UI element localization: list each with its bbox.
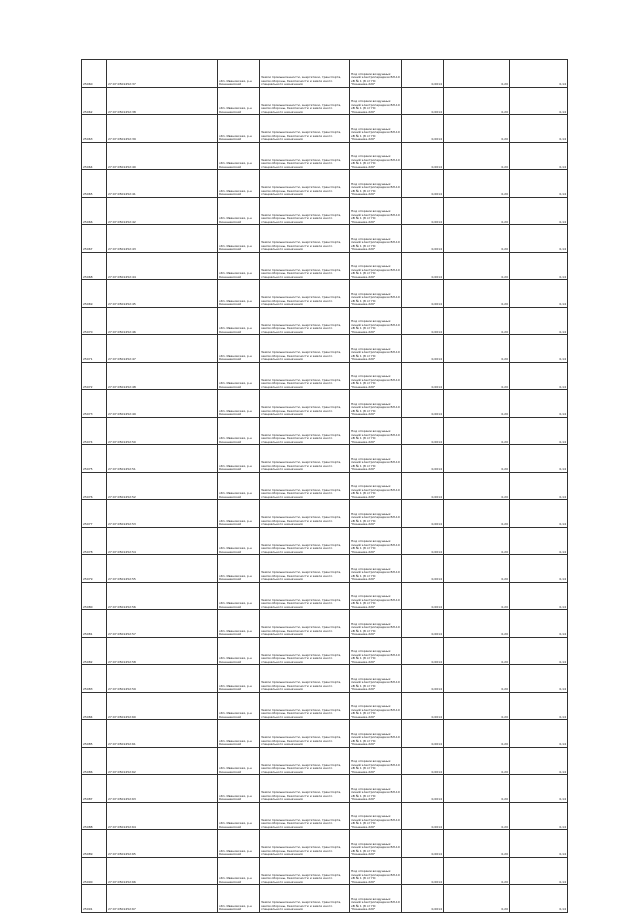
table-row	[82, 142, 568, 170]
table-row	[82, 775, 568, 803]
encumbrance-cell: Под опорами воздушных линий электропередачи ВЛ-10 кВ № 1 (8 от ПС "Кинешма-220"	[350, 115, 402, 143]
area-cell: 0,0014	[402, 142, 444, 170]
rate-cell: 0,20	[444, 417, 510, 445]
cadastral-number-cell: 27:07:0501452:56	[107, 582, 218, 610]
amount-cell: 0,14	[510, 555, 568, 583]
rate-cell: 0,20	[444, 170, 510, 198]
encumbrance-cell: Под опорами воздушных линий электропередачи ВЛ-10 кВ № 1 (8 от ПС "Кинешма-220"	[350, 417, 402, 445]
encumbrance-cell: Под опорами воздушных линий электропередачи ВЛ-10 кВ № 1 (8 от ПС "Кинешма-220"	[350, 665, 402, 693]
row-number-cell: 25081	[82, 610, 107, 638]
row-number-cell: 25082	[82, 637, 107, 665]
cadastral-number-cell: 27:07:0501452:46	[107, 307, 218, 335]
row-number-cell: 25069	[82, 280, 107, 308]
encumbrance-cell: Под опорами воздушных линий электропередачи ВЛ-10 кВ № 1 (8 от ПС "Кинешма-220"	[350, 280, 402, 308]
cadastral-number-cell: 27:07:0501452:51	[107, 445, 218, 473]
rate-cell: 0,20	[444, 775, 510, 803]
table-row	[82, 252, 568, 280]
land-category-cell: Земли промышленности, энергетики, транспорта, земли обороны, безопасности и земли иного специального назначения	[260, 307, 350, 335]
land-category-cell: Земли промышленности, энергетики, транспорта, земли обороны, безопасности и земли иного специального назначения	[260, 87, 350, 115]
amount-cell: 0,14	[510, 775, 568, 803]
encumbrance-cell: Под опорами воздушных линий электропередачи ВЛ-10 кВ № 1 (8 от ПС "Кинешма-220"	[350, 307, 402, 335]
cadastral-number-cell: 27:07:0501452:53	[107, 500, 218, 528]
table-row	[82, 197, 568, 225]
row-number-cell: 25087	[82, 775, 107, 803]
rate-cell: 0,20	[444, 857, 510, 885]
table-row	[82, 280, 568, 308]
table-row	[82, 445, 568, 473]
rate-cell: 0,20	[444, 307, 510, 335]
amount-cell: 0,14	[510, 885, 568, 913]
row-number-cell: 25060	[82, 60, 107, 88]
address-cell: обл. Ивановская, р-н Кинешемский	[218, 472, 260, 500]
area-cell: 0,0014	[402, 857, 444, 885]
row-number-cell: 25062	[82, 87, 107, 115]
rate-cell: 0,20	[444, 280, 510, 308]
encumbrance-cell: Под опорами воздушных линий электропередачи ВЛ-10 кВ № 1 (8 от ПС "Кинешма-220"	[350, 802, 402, 830]
row-number-cell: 25077	[82, 500, 107, 528]
row-number-cell: 25089	[82, 830, 107, 858]
amount-cell: 0,14	[510, 527, 568, 555]
amount-cell: 0,14	[510, 170, 568, 198]
address-cell: обл. Ивановская, р-н Кинешемский	[218, 170, 260, 198]
amount-cell: 0,14	[510, 472, 568, 500]
address-cell: обл. Ивановская, р-н Кинешемский	[218, 747, 260, 775]
table-row	[82, 335, 568, 363]
row-number-cell: 25091	[82, 885, 107, 913]
cadastral-number-cell: 27:07:0501452:61	[107, 720, 218, 748]
table-row	[82, 885, 568, 913]
area-cell: 0,0014	[402, 527, 444, 555]
table-row	[82, 87, 568, 115]
table-row	[82, 225, 568, 253]
amount-cell: 0,14	[510, 142, 568, 170]
cadastral-number-cell: 27:07:0501452:39	[107, 115, 218, 143]
rate-cell: 0,20	[444, 665, 510, 693]
rate-cell: 0,20	[444, 692, 510, 720]
land-category-cell: Земли промышленности, энергетики, транспорта, земли обороны, безопасности и земли иного специального назначения	[260, 637, 350, 665]
area-cell: 0,0014	[402, 252, 444, 280]
land-category-cell: Земли промышленности, энергетики, транспорта, земли обороны, безопасности и земли иного специального назначения	[260, 142, 350, 170]
rate-cell: 0,20	[444, 472, 510, 500]
row-number-cell: 25067	[82, 225, 107, 253]
table-row	[82, 582, 568, 610]
area-cell: 0,0014	[402, 307, 444, 335]
area-cell: 0,0014	[402, 555, 444, 583]
cadastral-number-cell: 27:07:0501452:43	[107, 225, 218, 253]
land-category-cell: Земли промышленности, энергетики, транспорта, земли обороны, безопасности и земли иного специального назначения	[260, 692, 350, 720]
amount-cell: 0,14	[510, 610, 568, 638]
encumbrance-cell: Под опорами воздушных линий электропередачи ВЛ-10 кВ № 1 (8 от ПС "Кинешма-220"	[350, 637, 402, 665]
amount-cell: 0,14	[510, 582, 568, 610]
cadastral-number-cell: 27:07:0501452:65	[107, 830, 218, 858]
table-row	[82, 362, 568, 390]
address-cell: обл. Ивановская, р-н Кинешемский	[218, 417, 260, 445]
address-cell: обл. Ивановская, р-н Кинешемский	[218, 390, 260, 418]
row-number-cell: 25080	[82, 582, 107, 610]
row-number-cell: 25090	[82, 857, 107, 885]
address-cell: обл. Ивановская, р-н Кинешемский	[218, 775, 260, 803]
encumbrance-cell: Под опорами воздушных линий электропередачи ВЛ-10 кВ № 1 (8 от ПС "Кинешма-220"	[350, 885, 402, 913]
cadastral-number-cell: 27:07:0501452:42	[107, 197, 218, 225]
table-row	[82, 830, 568, 858]
amount-cell: 0,14	[510, 857, 568, 885]
encumbrance-cell: Под опорами воздушных линий электропередачи ВЛ-10 кВ № 1 (8 от ПС "Кинешма-220"	[350, 555, 402, 583]
land-category-cell: Земли промышленности, энергетики, транспорта, земли обороны, безопасности и земли иного специального назначения	[260, 775, 350, 803]
cadastral-number-cell: 27:07:0501452:38	[107, 87, 218, 115]
row-number-cell: 25084	[82, 692, 107, 720]
encumbrance-cell: Под опорами воздушных линий электропередачи ВЛ-10 кВ № 1 (8 от ПС "Кинешма-220"	[350, 500, 402, 528]
land-category-cell: Земли промышленности, энергетики, транспорта, земли обороны, безопасности и земли иного специального назначения	[260, 720, 350, 748]
table-row	[82, 555, 568, 583]
address-cell: обл. Ивановская, р-н Кинешемский	[218, 252, 260, 280]
area-cell: 0,0014	[402, 830, 444, 858]
table-row	[82, 60, 568, 88]
address-cell: обл. Ивановская, р-н Кинешемский	[218, 665, 260, 693]
address-cell: обл. Ивановская, р-н Кинешемский	[218, 225, 260, 253]
area-cell: 0,0014	[402, 390, 444, 418]
encumbrance-cell: Под опорами воздушных линий электропередачи ВЛ-10 кВ № 1 (8 от ПС "Кинешма-220"	[350, 692, 402, 720]
amount-cell: 0,14	[510, 60, 568, 88]
rate-cell: 0,20	[444, 362, 510, 390]
land-category-cell: Земли промышленности, энергетики, транспорта, земли обороны, безопасности и земли иного специального назначения	[260, 362, 350, 390]
area-cell: 0,0014	[402, 885, 444, 913]
land-category-cell: Земли промышленности, энергетики, транспорта, земли обороны, безопасности и земли иного специального назначения	[260, 802, 350, 830]
table-row	[82, 500, 568, 528]
rate-cell: 0,20	[444, 252, 510, 280]
rate-cell: 0,20	[444, 637, 510, 665]
table-row	[82, 390, 568, 418]
cadastral-number-cell: 27:07:0501452:62	[107, 747, 218, 775]
area-cell: 0,0014	[402, 445, 444, 473]
area-cell: 0,0014	[402, 472, 444, 500]
table-row	[82, 417, 568, 445]
table-row	[82, 692, 568, 720]
rate-cell: 0,20	[444, 830, 510, 858]
cadastral-number-cell: 27:07:0501452:41	[107, 170, 218, 198]
amount-cell: 0,14	[510, 307, 568, 335]
rate-cell: 0,20	[444, 500, 510, 528]
area-cell: 0,0014	[402, 417, 444, 445]
address-cell: обл. Ивановская, р-н Кинешемский	[218, 857, 260, 885]
land-category-cell: Земли промышленности, энергетики, транспорта, земли обороны, безопасности и земли иного специального назначения	[260, 527, 350, 555]
encumbrance-cell: Под опорами воздушных линий электропередачи ВЛ-10 кВ № 1 (8 от ПС "Кинешма-220"	[350, 610, 402, 638]
address-cell: обл. Ивановская, р-н Кинешемский	[218, 60, 260, 88]
area-cell: 0,0014	[402, 665, 444, 693]
rate-cell: 0,20	[444, 445, 510, 473]
row-number-cell: 25076	[82, 472, 107, 500]
address-cell: обл. Ивановская, р-н Кинешемский	[218, 637, 260, 665]
amount-cell: 0,14	[510, 280, 568, 308]
table-row	[82, 857, 568, 885]
encumbrance-cell: Под опорами воздушных линий электропередачи ВЛ-10 кВ № 1 (8 от ПС "Кинешма-220"	[350, 142, 402, 170]
cadastral-number-cell: 27:07:0501452:44	[107, 252, 218, 280]
cadastral-number-cell: 27:07:0501452:54	[107, 527, 218, 555]
address-cell: обл. Ивановская, р-н Кинешемский	[218, 830, 260, 858]
row-number-cell: 25074	[82, 417, 107, 445]
rate-cell: 0,20	[444, 610, 510, 638]
encumbrance-cell: Под опорами воздушных линий электропередачи ВЛ-10 кВ № 1 (8 от ПС "Кинешма-220"	[350, 747, 402, 775]
amount-cell: 0,14	[510, 417, 568, 445]
amount-cell: 0,14	[510, 225, 568, 253]
rate-cell: 0,20	[444, 87, 510, 115]
land-category-cell: Земли промышленности, энергетики, транспорта, земли обороны, безопасности и земли иного специального назначения	[260, 280, 350, 308]
land-category-cell: Земли промышленности, энергетики, транспорта, земли обороны, безопасности и земли иного специального назначения	[260, 60, 350, 88]
rate-cell: 0,20	[444, 142, 510, 170]
address-cell: обл. Ивановская, р-н Кинешемский	[218, 802, 260, 830]
rate-cell: 0,20	[444, 802, 510, 830]
land-category-cell: Земли промышленности, энергетики, транспорта, земли обороны, безопасности и земли иного специального назначения	[260, 582, 350, 610]
encumbrance-cell: Под опорами воздушных линий электропередачи ВЛ-10 кВ № 1 (8 от ПС "Кинешма-220"	[350, 170, 402, 198]
cadastral-number-cell: 27:07:0501452:49	[107, 390, 218, 418]
land-category-cell: Земли промышленности, энергетики, транспорта, земли обороны, безопасности и земли иного специального назначения	[260, 885, 350, 913]
cadastral-number-cell: 27:07:0501452:47	[107, 335, 218, 363]
cadastral-number-cell: 27:07:0501452:55	[107, 555, 218, 583]
land-category-cell: Земли промышленности, энергетики, транспорта, земли обороны, безопасности и земли иного специального назначения	[260, 115, 350, 143]
area-cell: 0,0014	[402, 582, 444, 610]
row-number-cell: 25064	[82, 142, 107, 170]
area-cell: 0,0014	[402, 225, 444, 253]
encumbrance-cell: Под опорами воздушных линий электропередачи ВЛ-10 кВ № 1 (8 от ПС "Кинешма-220"	[350, 775, 402, 803]
amount-cell: 0,14	[510, 445, 568, 473]
address-cell: обл. Ивановская, р-н Кинешемский	[218, 307, 260, 335]
area-cell: 0,0014	[402, 802, 444, 830]
cadastral-number-cell: 27:07:0501452:37	[107, 60, 218, 88]
area-cell: 0,0014	[402, 197, 444, 225]
rate-cell: 0,20	[444, 527, 510, 555]
encumbrance-cell: Под опорами воздушных линий электропередачи ВЛ-10 кВ № 1 (8 от ПС "Кинешма-220"	[350, 197, 402, 225]
area-cell: 0,0014	[402, 335, 444, 363]
land-category-cell: Земли промышленности, энергетики, транспорта, земли обороны, безопасности и земли иного специального назначения	[260, 417, 350, 445]
area-cell: 0,0014	[402, 115, 444, 143]
amount-cell: 0,14	[510, 390, 568, 418]
amount-cell: 0,14	[510, 637, 568, 665]
amount-cell: 0,14	[510, 197, 568, 225]
land-plots-table	[81, 59, 568, 913]
encumbrance-cell: Под опорами воздушных линий электропередачи ВЛ-10 кВ № 1 (8 от ПС "Кинешма-220"	[350, 362, 402, 390]
rate-cell: 0,20	[444, 225, 510, 253]
land-category-cell: Земли промышленности, энергетики, транспорта, земли обороны, безопасности и земли иного специального назначения	[260, 665, 350, 693]
land-category-cell: Земли промышленности, энергетики, транспорта, земли обороны, безопасности и земли иного специального назначения	[260, 225, 350, 253]
cadastral-number-cell: 27:07:0501452:48	[107, 362, 218, 390]
amount-cell: 0,14	[510, 720, 568, 748]
land-category-cell: Земли промышленности, энергетики, транспорта, земли обороны, безопасности и земли иного специального назначения	[260, 500, 350, 528]
encumbrance-cell: Под опорами воздушных линий электропередачи ВЛ-10 кВ № 1 (8 от ПС "Кинешма-220"	[350, 225, 402, 253]
land-category-cell: Земли промышленности, энергетики, транспорта, земли обороны, безопасности и земли иного специального назначения	[260, 390, 350, 418]
address-cell: обл. Ивановская, р-н Кинешемский	[218, 115, 260, 143]
encumbrance-cell: Под опорами воздушных линий электропередачи ВЛ-10 кВ № 1 (8 от ПС "Кинешма-220"	[350, 60, 402, 88]
rate-cell: 0,20	[444, 582, 510, 610]
row-number-cell: 25066	[82, 197, 107, 225]
encumbrance-cell: Под опорами воздушных линий электропередачи ВЛ-10 кВ № 1 (8 от ПС "Кинешма-220"	[350, 857, 402, 885]
rate-cell: 0,20	[444, 60, 510, 88]
encumbrance-cell: Под опорами воздушных линий электропередачи ВЛ-10 кВ № 1 (8 от ПС "Кинешма-220"	[350, 445, 402, 473]
land-category-cell: Земли промышленности, энергетики, транспорта, земли обороны, безопасности и земли иного специального назначения	[260, 170, 350, 198]
amount-cell: 0,14	[510, 802, 568, 830]
cadastral-number-cell: 27:07:0501452:67	[107, 885, 218, 913]
row-number-cell: 25085	[82, 720, 107, 748]
table-row	[82, 307, 568, 335]
land-category-cell: Земли промышленности, энергетики, транспорта, земли обороны, безопасности и земли иного специального назначения	[260, 335, 350, 363]
row-number-cell: 25079	[82, 555, 107, 583]
address-cell: обл. Ивановская, р-н Кинешемский	[218, 692, 260, 720]
address-cell: обл. Ивановская, р-н Кинешемский	[218, 280, 260, 308]
area-cell: 0,0014	[402, 170, 444, 198]
area-cell: 0,0014	[402, 87, 444, 115]
cadastral-number-cell: 27:07:0501452:45	[107, 280, 218, 308]
encumbrance-cell: Под опорами воздушных линий электропередачи ВЛ-10 кВ № 1 (8 от ПС "Кинешма-220"	[350, 720, 402, 748]
row-number-cell: 25063	[82, 115, 107, 143]
rate-cell: 0,20	[444, 390, 510, 418]
land-category-cell: Земли промышленности, энергетики, транспорта, земли обороны, безопасности и земли иного специального назначения	[260, 747, 350, 775]
table-row	[82, 610, 568, 638]
cadastral-number-cell: 27:07:0501452:40	[107, 142, 218, 170]
amount-cell: 0,14	[510, 252, 568, 280]
row-number-cell: 25075	[82, 445, 107, 473]
area-cell: 0,0014	[402, 610, 444, 638]
row-number-cell: 25068	[82, 252, 107, 280]
cadastral-number-cell: 27:07:0501452:63	[107, 775, 218, 803]
amount-cell: 0,14	[510, 500, 568, 528]
address-cell: обл. Ивановская, р-н Кинешемский	[218, 362, 260, 390]
row-number-cell: 25070	[82, 307, 107, 335]
area-cell: 0,0014	[402, 500, 444, 528]
table-row	[82, 720, 568, 748]
area-cell: 0,0014	[402, 637, 444, 665]
amount-cell: 0,14	[510, 665, 568, 693]
address-cell: обл. Ивановская, р-н Кинешемский	[218, 500, 260, 528]
table-row	[82, 527, 568, 555]
table-row	[82, 472, 568, 500]
encumbrance-cell: Под опорами воздушных линий электропередачи ВЛ-10 кВ № 1 (8 от ПС "Кинешма-220"	[350, 390, 402, 418]
land-category-cell: Земли промышленности, энергетики, транспорта, земли обороны, безопасности и земли иного специального назначения	[260, 857, 350, 885]
encumbrance-cell: Под опорами воздушных линий электропередачи ВЛ-10 кВ № 1 (8 от ПС "Кинешма-220"	[350, 527, 402, 555]
area-cell: 0,0014	[402, 747, 444, 775]
table-body	[82, 60, 568, 913]
row-number-cell: 25086	[82, 747, 107, 775]
row-number-cell: 25071	[82, 335, 107, 363]
land-category-cell: Земли промышленности, энергетики, транспорта, земли обороны, безопасности и земли иного специального назначения	[260, 472, 350, 500]
rate-cell: 0,20	[444, 335, 510, 363]
rate-cell: 0,20	[444, 555, 510, 583]
row-number-cell: 25072	[82, 362, 107, 390]
rate-cell: 0,20	[444, 115, 510, 143]
address-cell: обл. Ивановская, р-н Кинешемский	[218, 720, 260, 748]
address-cell: обл. Ивановская, р-н Кинешемский	[218, 142, 260, 170]
area-cell: 0,0014	[402, 720, 444, 748]
row-number-cell: 25088	[82, 802, 107, 830]
encumbrance-cell: Под опорами воздушных линий электропередачи ВЛ-10 кВ № 1 (8 от ПС "Кинешма-220"	[350, 582, 402, 610]
area-cell: 0,0014	[402, 280, 444, 308]
area-cell: 0,0014	[402, 775, 444, 803]
amount-cell: 0,14	[510, 87, 568, 115]
table-row	[82, 747, 568, 775]
address-cell: обл. Ивановская, р-н Кинешемский	[218, 885, 260, 913]
rate-cell: 0,20	[444, 720, 510, 748]
area-cell: 0,0014	[402, 362, 444, 390]
cadastral-number-cell: 27:07:0501452:59	[107, 665, 218, 693]
cadastral-number-cell: 27:07:0501452:60	[107, 692, 218, 720]
cadastral-number-cell: 27:07:0501452:64	[107, 802, 218, 830]
encumbrance-cell: Под опорами воздушных линий электропередачи ВЛ-10 кВ № 1 (8 от ПС "Кинешма-220"	[350, 87, 402, 115]
land-category-cell: Земли промышленности, энергетики, транспорта, земли обороны, безопасности и земли иного специального назначения	[260, 197, 350, 225]
land-category-cell: Земли промышленности, энергетики, транспорта, земли обороны, безопасности и земли иного специального назначения	[260, 610, 350, 638]
rate-cell: 0,20	[444, 197, 510, 225]
encumbrance-cell: Под опорами воздушных линий электропередачи ВЛ-10 кВ № 1 (8 от ПС "Кинешма-220"	[350, 830, 402, 858]
address-cell: обл. Ивановская, р-н Кинешемский	[218, 197, 260, 225]
amount-cell: 0,14	[510, 362, 568, 390]
row-number-cell: 25078	[82, 527, 107, 555]
encumbrance-cell: Под опорами воздушных линий электропередачи ВЛ-10 кВ № 1 (8 от ПС "Кинешма-220"	[350, 472, 402, 500]
address-cell: обл. Ивановская, р-н Кинешемский	[218, 582, 260, 610]
land-category-cell: Земли промышленности, энергетики, транспорта, земли обороны, безопасности и земли иного специального назначения	[260, 252, 350, 280]
amount-cell: 0,14	[510, 830, 568, 858]
cadastral-number-cell: 27:07:0501452:58	[107, 637, 218, 665]
table-row	[82, 665, 568, 693]
address-cell: обл. Ивановская, р-н Кинешемский	[218, 555, 260, 583]
address-cell: обл. Ивановская, р-н Кинешемский	[218, 87, 260, 115]
rate-cell: 0,20	[444, 885, 510, 913]
amount-cell: 0,14	[510, 115, 568, 143]
encumbrance-cell: Под опорами воздушных линий электропередачи ВЛ-10 кВ № 1 (8 от ПС "Кинешма-220"	[350, 252, 402, 280]
table-row	[82, 637, 568, 665]
cadastral-number-cell: 27:07:0501452:66	[107, 857, 218, 885]
address-cell: обл. Ивановская, р-н Кинешемский	[218, 445, 260, 473]
rate-cell: 0,20	[444, 747, 510, 775]
amount-cell: 0,14	[510, 747, 568, 775]
table-row	[82, 115, 568, 143]
cadastral-number-cell: 27:07:0501452:50	[107, 417, 218, 445]
address-cell: обл. Ивановская, р-н Кинешемский	[218, 610, 260, 638]
address-cell: обл. Ивановская, р-н Кинешемский	[218, 527, 260, 555]
address-cell: обл. Ивановская, р-н Кинешемский	[218, 335, 260, 363]
encumbrance-cell: Под опорами воздушных линий электропередачи ВЛ-10 кВ № 1 (8 от ПС "Кинешма-220"	[350, 335, 402, 363]
land-category-cell: Земли промышленности, энергетики, транспорта, земли обороны, безопасности и земли иного специального назначения	[260, 555, 350, 583]
area-cell: 0,0014	[402, 692, 444, 720]
amount-cell: 0,14	[510, 335, 568, 363]
cadastral-number-cell: 27:07:0501452:52	[107, 472, 218, 500]
row-number-cell: 25073	[82, 390, 107, 418]
amount-cell: 0,14	[510, 692, 568, 720]
row-number-cell: 25065	[82, 170, 107, 198]
area-cell: 0,0014	[402, 60, 444, 88]
land-category-cell: Земли промышленности, энергетики, транспорта, земли обороны, безопасности и земли иного специального назначения	[260, 830, 350, 858]
table-row	[82, 170, 568, 198]
land-category-cell: Земли промышленности, энергетики, транспорта, земли обороны, безопасности и земли иного специального назначения	[260, 445, 350, 473]
table-row	[82, 802, 568, 830]
cadastral-number-cell: 27:07:0501452:57	[107, 610, 218, 638]
row-number-cell: 25083	[82, 665, 107, 693]
